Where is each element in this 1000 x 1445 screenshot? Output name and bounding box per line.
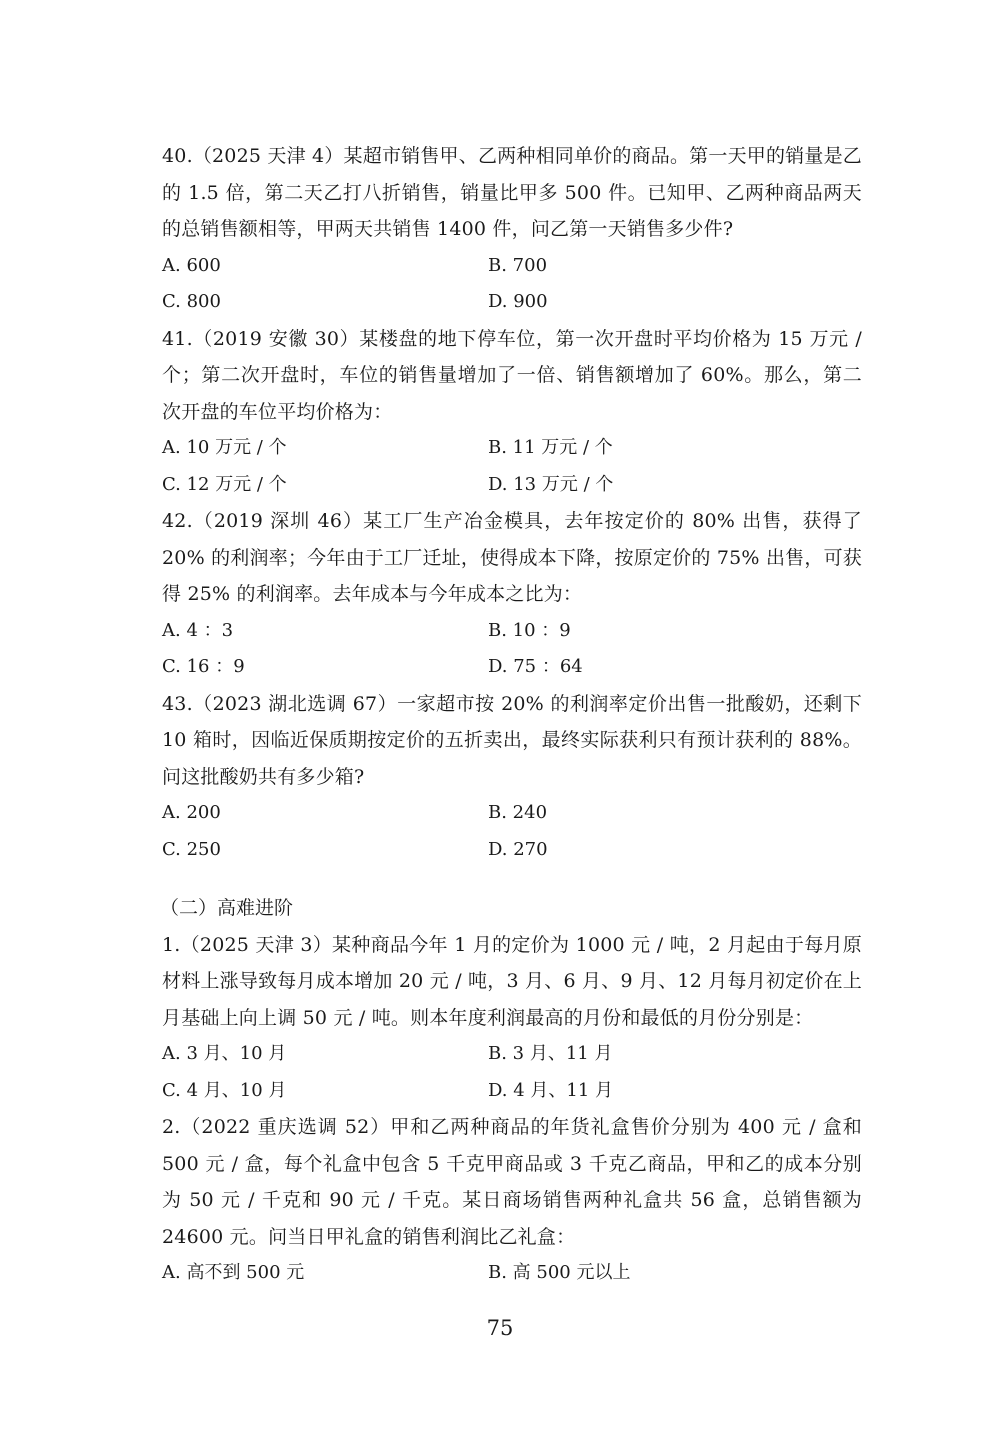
question-stem: 1.（2025 天津 3）某种商品今年 1 月的定价为 1000 元 / 吨，2 月起由于每月原材料上涨导致每月成本增加 20 元 / 吨，3 月、6 月、9 月、12 月每月初定价在上月基础上向上调 50 元 / 吨。则本年度利润最高的月份和最低的月份分别是：	[162, 933, 862, 1029]
answer-options	[162, 248, 862, 321]
question-stem: 41.（2019 安徽 30）某楼盘的地下停车位，第一次开盘时平均价格为 15 万元 / 个；第二次开盘时，车位的销售量增加了一倍、销售额增加了 60%。那么，第二次开盘的车位平均价格为：	[162, 327, 862, 423]
option-a: A. 200	[162, 802, 221, 823]
advanced-question-1	[162, 927, 862, 1110]
option-a: A. 4 ：3	[162, 619, 234, 641]
option-b: B. 高 500 元以上	[488, 1262, 631, 1283]
page-content	[162, 138, 862, 1292]
answer-options	[162, 1255, 862, 1292]
question-stem: 42.（2019 深圳 46）某工厂生产冶金模具，去年按定价的 80% 出售，获得了 20% 的利润率；今年由于工厂迁址，使得成本下降，按原定价的 75% 出售，可获得 25% 的利润率。去年成本与今年成本之比为：	[162, 510, 862, 605]
answer-options	[162, 1036, 862, 1109]
question-stem: 43.（2023 湖北选调 67）一家超市按 20% 的利润率定价出售一批酸奶，还剩下 10 箱时，因临近保质期按定价的五折卖出，最终实际获利只有预计获利的 88%。问这批酸奶共有多少箱?	[162, 692, 862, 788]
option-a: A. 600	[162, 254, 221, 276]
question-stem: 2.（2022 重庆选调 52）甲和乙两种商品的年货礼盒售价分别为 400 元 / 盒和 500 元 / 盒，每个礼盒中包含 5 千克甲商品或 3 千克乙商品，甲和乙的成本分别为 50 元 / 千克和 90 元 / 千克。某日商场销售两种礼盒共 56 盒，总销售额为 24600 元。问当日甲礼盒的销售利润比乙礼盒：	[162, 1116, 862, 1248]
option-a: A. 10 万元 / 个	[162, 437, 287, 458]
section-heading: （二）高难进阶	[160, 897, 294, 919]
question-stem: 40.（2025 天津 4）某超市销售甲、乙两种相同单价的商品。第一天甲的销量是乙的 1.5 倍，第二天乙打八折销售，销量比甲多 500 件。已知甲、乙两种商品两天的总销售额相等，甲两天共销售 1400 件，问乙第一天销售多少件?	[162, 145, 862, 240]
advanced-question-2	[162, 1109, 862, 1292]
option-d: D. 4 月、11 月	[488, 1079, 614, 1101]
option-a: A. 3 月、10 月	[162, 1043, 287, 1064]
option-c: C. 4 月、10 月	[162, 1079, 287, 1101]
option-c: C. 16 ：9	[162, 656, 245, 677]
option-a: A. 高不到 500 元	[162, 1262, 305, 1283]
answer-options	[162, 795, 862, 868]
option-d: D. 13 万元 / 个	[488, 473, 614, 495]
option-b: B. 3 月、11 月	[488, 1043, 613, 1064]
answer-options	[162, 430, 862, 503]
question-42	[162, 503, 862, 686]
question-43	[162, 686, 862, 869]
option-d: D. 270	[488, 838, 548, 860]
option-c: C. 12 万元 / 个	[162, 473, 287, 495]
option-b: B. 700	[488, 254, 548, 276]
answer-options	[162, 613, 862, 686]
option-b: B. 11 万元 / 个	[488, 437, 613, 458]
page-number: 75	[486, 1316, 514, 1340]
option-d: D. 900	[488, 291, 548, 312]
option-b: B. 10 ：9	[488, 619, 571, 641]
option-b: B. 240	[488, 802, 548, 823]
question-41	[162, 321, 862, 504]
option-c: C. 800	[162, 291, 221, 312]
option-c: C. 250	[162, 838, 221, 860]
option-d: D. 75 ：64	[488, 656, 583, 677]
question-40	[162, 138, 862, 321]
